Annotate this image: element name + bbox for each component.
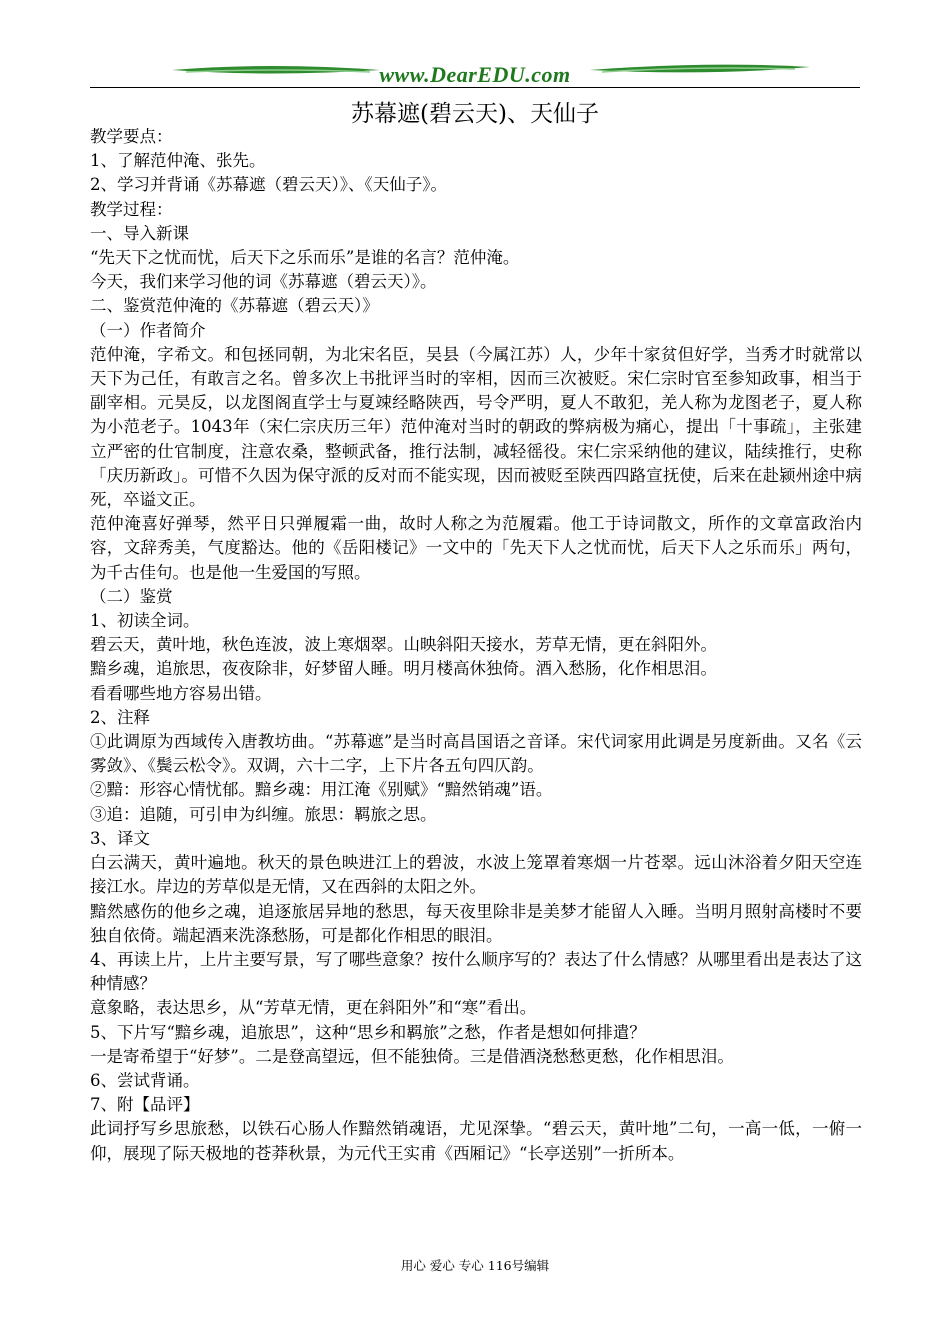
paragraph: 5、下片写“黯乡魂，追旅思”，这种“思乡和羁旅”之愁，作者是想如何排遣？ <box>90 1022 646 1042</box>
paragraph: 教学要点： <box>90 127 173 146</box>
paragraph: 碧云天，黄叶地，秋色连波，波上寒烟翠。山映斜阳天接水，芳草无情，更在斜阳外。 <box>90 635 717 655</box>
paragraph: ①此调原为西域传入唐教坊曲。“苏幕遮”是当时高昌国语之音译。宋代词家用此调是另度新曲。又名《云雾敛》、《鬓云松令》。双调，六十二字，上下片各五句四仄韵。 <box>90 732 862 776</box>
paragraph: 一、导入新课 <box>90 223 189 243</box>
paragraph: 2、学习并背诵《苏幕遮（碧云天）》、《天仙子》。 <box>90 175 447 195</box>
paragraph: （二）鉴赏 <box>90 586 173 606</box>
paragraph: 一是寄希望于“好梦”。二是登高望远，但不能独倚。三是借酒浇愁愁更愁，化作相思泪。 <box>90 1046 734 1066</box>
paragraph: 2、注释 <box>90 707 150 727</box>
paragraph: 看看哪些地方容易出错。 <box>90 683 272 703</box>
paragraph: 7、附【品评】 <box>90 1095 200 1115</box>
paragraph: 3、译文 <box>90 828 150 848</box>
document-body <box>90 125 862 1166</box>
paragraph: 二、鉴赏范仲淹的《苏幕遮（碧云天）》 <box>90 296 379 316</box>
paragraph: “先天下之忧而忧，后天下之乐而乐”是谁的名言？范仲淹。 <box>90 248 520 268</box>
paragraph: 6、尝试背诵。 <box>90 1070 200 1090</box>
paragraph: ③追：追随，可引申为纠缠。旅思：羁旅之思。 <box>90 804 437 824</box>
paragraph: 1、初读全词。 <box>90 611 200 631</box>
paragraph: 4、再读上片，上片主要写景，写了哪些意象？按什么顺序写的？表达了什么情感？从哪里看出是表达了这种情感？ <box>90 949 862 994</box>
paragraph: （一）作者简介 <box>90 320 206 340</box>
site-logo-text: www.DearEDU.com <box>379 62 571 87</box>
page-title: 苏幕遮(碧云天)、天仙子 <box>351 101 599 127</box>
paragraph: 黯然感伤的他乡之魂，追逐旅居异地的愁思，每天夜里除非是美梦才能留人入睡。当明月照射高楼时不要独自依倚。端起酒来洗涤愁肠，可是都化作相思的眼泪。 <box>90 901 862 945</box>
paragraph: 白云满天，黄叶遍地。秋天的景色映进江上的碧波，水波上笼罩着寒烟一片苍翠。远山沐浴着夕阳天空连接江水。岸边的芳草似是无情，又在西斜的太阳之外。 <box>90 853 862 897</box>
paragraph: 1、了解范仲淹、张先。 <box>90 151 266 171</box>
page-footer: 用心 爱心 专心 116号编辑 <box>400 1258 550 1273</box>
paragraph: 黯乡魂，追旅思，夜夜除非，好梦留人睡。明月楼高休独倚。酒入愁肠，化作相思泪。 <box>90 659 717 679</box>
header-divider <box>90 87 860 88</box>
paragraph: 教学过程： <box>90 199 173 219</box>
paragraph: 意象略，表达思乡，从“芳草无情，更在斜阳外”和“寒”看出。 <box>90 998 537 1018</box>
paragraph: 范仲淹，字希文。和包拯同朝，为北宋名臣，吴县（今属江苏）人，少年十家贫但好学，当秀才时就常以天下为己任，有敢言之名。曾多次上书批评当时的宰相，因而三次被贬。宋仁宗时官至参知政事，相当于副宰相。元昊反，以龙图阁直学士与夏竦经略陕西，号令严明，夏人不敢犯，羌人称为龙图老子，夏人称为小范老子。1043年（宋仁宗庆历三年）范仲淹对当时的朝政的弊病极为痛心，提出「十事疏」，主张建立严密的仕官制度，注意农桑，整顿武备，推行法制，减轻徭役。宋仁宗采纳他的建议，陆续推行，史称「庆历新政」。可惜不久因为保守派的反对而不能实现，因而被贬至陕西四路宣抚使，后来在赴颍州途中病死，卒谥文正。 <box>90 344 862 510</box>
paragraph: 范仲淹喜好弹琴，然平日只弹履霜一曲，故时人称之为范履霜。他工于诗词散文，所作的文章富政治内容，文辞秀美，气度豁达。他的《岳阳楼记》一文中的「先天下人之忧而忧，后天下人之乐而乐」两句，为千古佳句。也是他一生爱国的写照。 <box>90 514 862 582</box>
paragraph: 此词抒写乡思旅愁，以铁石心肠人作黯然销魂语，尤见深挚。“碧云天，黄叶地”二句，一高一低，一俯一仰，展现了际天极地的苍莽秋景，为元代王实甫《西厢记》“长亭送别”一折所本。 <box>90 1119 862 1163</box>
paragraph: 今天，我们来学习他的词《苏幕遮（碧云天）》。 <box>90 272 437 292</box>
paragraph: ②黯：形容心情忧郁。黯乡魂：用江淹《别赋》“黯然销魂”语。 <box>90 780 553 800</box>
